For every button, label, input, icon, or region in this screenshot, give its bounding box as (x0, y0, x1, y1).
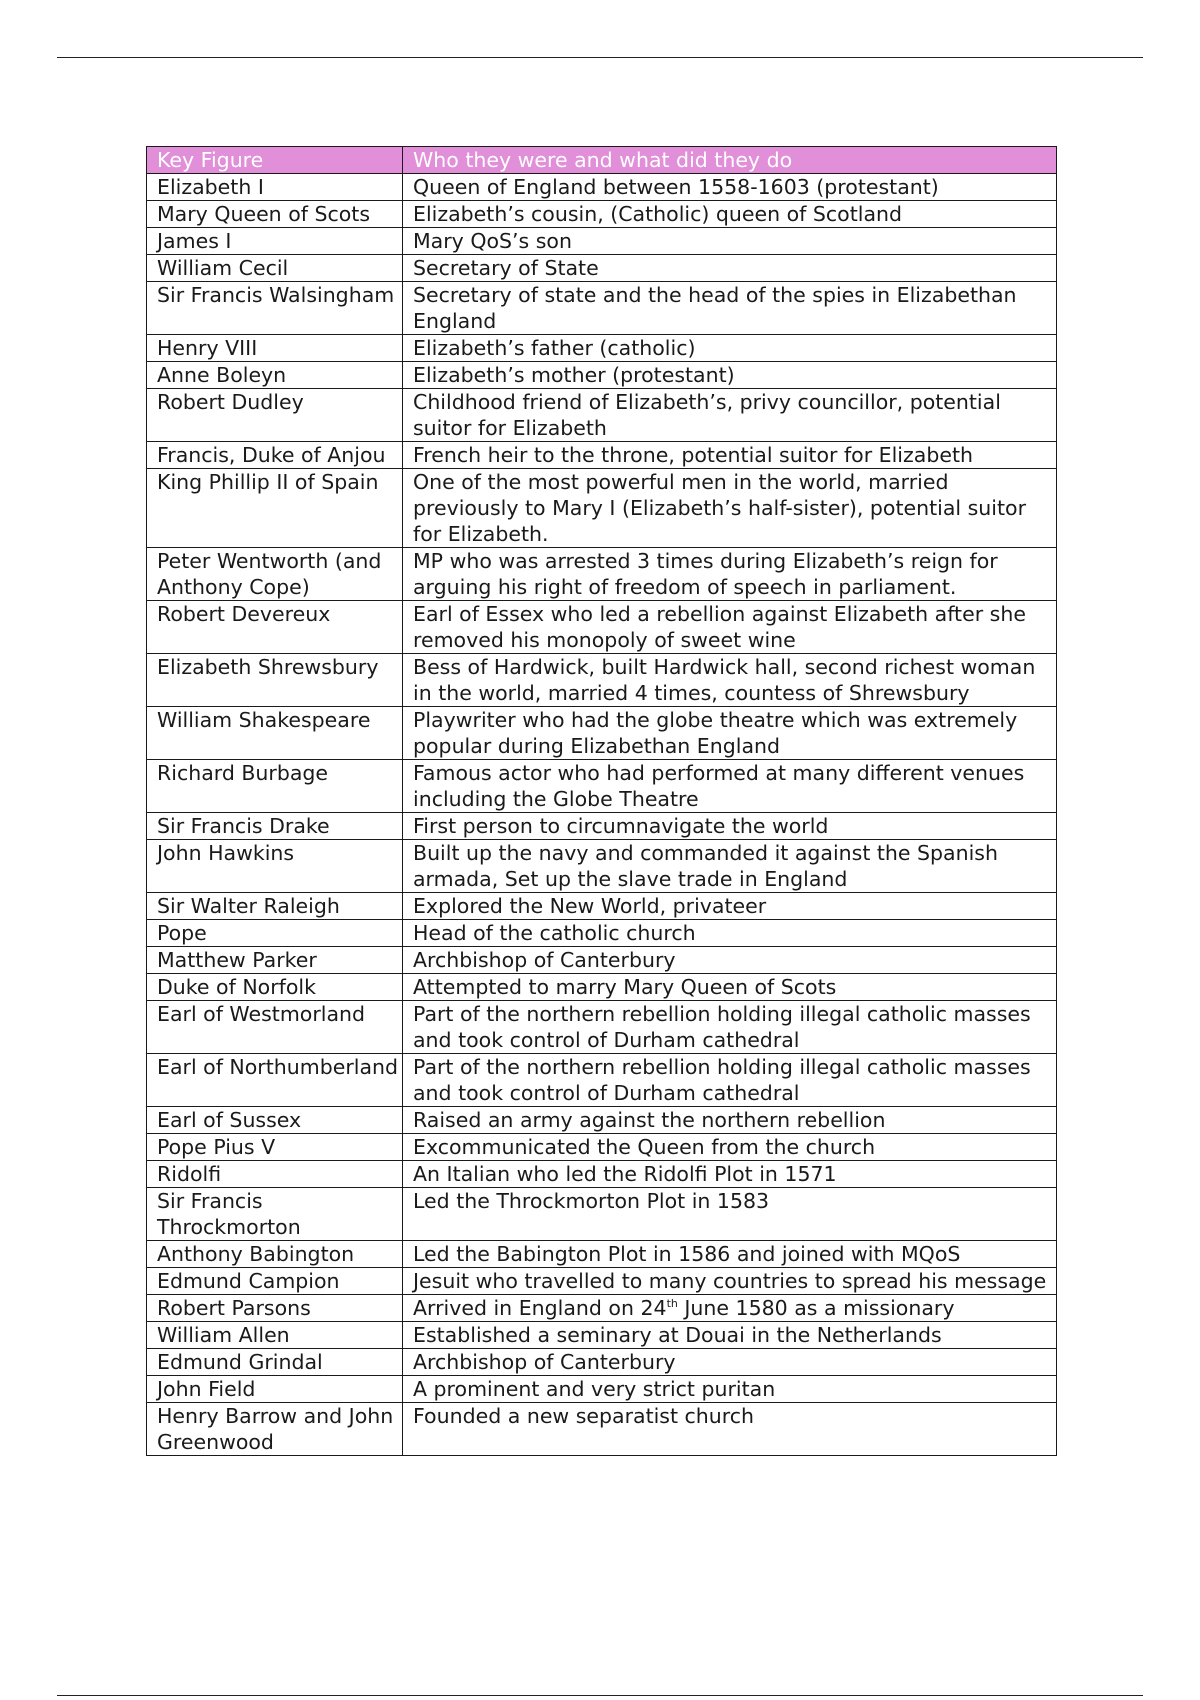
table-row (147, 1188, 1057, 1241)
figure-description: Queen of England between 1558-1603 (protestant) (403, 174, 1057, 201)
figure-description: Part of the northern rebellion holding illegal catholic masses and took control of Durham cathedral (403, 1001, 1057, 1054)
figure-description: Explored the New World, privateer (403, 893, 1057, 920)
figure-name: Mary Queen of Scots (147, 201, 403, 228)
figure-description: Established a seminary at Douai in the Netherlands (403, 1322, 1057, 1349)
figure-name: King Phillip II of Spain (147, 469, 403, 548)
table-row (147, 1134, 1057, 1161)
figure-name: Henry VIII (147, 335, 403, 362)
top-rule (57, 57, 1143, 58)
table-row (147, 282, 1057, 335)
table-row (147, 813, 1057, 840)
table-row (147, 947, 1057, 974)
bottom-rule (57, 1695, 1143, 1696)
figure-description: Elizabeth’s cousin, (Catholic) queen of Scotland (403, 201, 1057, 228)
figure-name: Ridolfi (147, 1161, 403, 1188)
figure-name: Robert Parsons (147, 1295, 403, 1322)
table-row (147, 974, 1057, 1001)
table-row (147, 1403, 1057, 1456)
figure-description: Secretary of state and the head of the spies in Elizabethan England (403, 282, 1057, 335)
figure-name: Peter Wentworth (and Anthony Cope) (147, 548, 403, 601)
figure-name: Sir Francis Walsingham (147, 282, 403, 335)
figure-description: Built up the navy and commanded it against the Spanish armada, Set up the slave trade in England (403, 840, 1057, 893)
figure-name: John Field (147, 1376, 403, 1403)
table-row (147, 335, 1057, 362)
figure-description: A prominent and very strict puritan (403, 1376, 1057, 1403)
figure-name: Earl of Westmorland (147, 1001, 403, 1054)
figure-description: Mary QoS’s son (403, 228, 1057, 255)
table-row (147, 201, 1057, 228)
figure-name: Richard Burbage (147, 760, 403, 813)
figure-description: First person to circumnavigate the world (403, 813, 1057, 840)
table-row (147, 1241, 1057, 1268)
table-row (147, 760, 1057, 813)
figure-description: Led the Throckmorton Plot in 1583 (403, 1188, 1057, 1241)
figure-description: Excommunicated the Queen from the church (403, 1134, 1057, 1161)
figure-description: MP who was arrested 3 times during Elizabeth’s reign for arguing his right of freedom of speech in parliament. (403, 548, 1057, 601)
table-header-row (147, 147, 1057, 174)
table-row (147, 255, 1057, 282)
figure-name: William Cecil (147, 255, 403, 282)
figure-name: James I (147, 228, 403, 255)
figure-description: Attempted to marry Mary Queen of Scots (403, 974, 1057, 1001)
figure-name: John Hawkins (147, 840, 403, 893)
figure-name: Edmund Campion (147, 1268, 403, 1295)
header-key-figure: Key Figure (147, 147, 403, 174)
figure-description: One of the most powerful men in the world, married previously to Mary I (Elizabeth’s half-sister), potential suitor for Elizabeth. (403, 469, 1057, 548)
table-row (147, 469, 1057, 548)
figure-description: Jesuit who travelled to many countries to spread his message (403, 1268, 1057, 1295)
figure-description: Raised an army against the northern rebellion (403, 1107, 1057, 1134)
table-row (147, 389, 1057, 442)
figure-description: Secretary of State (403, 255, 1057, 282)
figure-description: Archbishop of Canterbury (403, 947, 1057, 974)
figure-description (403, 1295, 1057, 1322)
figure-name: Sir Walter Raleigh (147, 893, 403, 920)
table-row (147, 442, 1057, 469)
description-text-start: Arrived in England on 24 (413, 1296, 667, 1320)
figure-name: Duke of Norfolk (147, 974, 403, 1001)
figure-description: Archbishop of Canterbury (403, 1349, 1057, 1376)
figure-name: Pope Pius V (147, 1134, 403, 1161)
figure-name: Elizabeth I (147, 174, 403, 201)
figure-name: Elizabeth Shrewsbury (147, 654, 403, 707)
figure-name: Edmund Grindal (147, 1349, 403, 1376)
table-row (147, 1322, 1057, 1349)
figure-description: Famous actor who had performed at many different venues including the Globe Theatre (403, 760, 1057, 813)
figure-name: Robert Devereux (147, 601, 403, 654)
table-row (147, 174, 1057, 201)
figure-description: Founded a new separatist church (403, 1403, 1057, 1456)
figure-name: Earl of Sussex (147, 1107, 403, 1134)
figure-name: William Shakespeare (147, 707, 403, 760)
table-row (147, 601, 1057, 654)
table-row (147, 1161, 1057, 1188)
header-description: Who they were and what did they do (403, 147, 1057, 174)
figure-name: Robert Dudley (147, 389, 403, 442)
figure-description: Led the Babington Plot in 1586 and joined with MQoS (403, 1241, 1057, 1268)
table-row (147, 1054, 1057, 1107)
figure-name: Anne Boleyn (147, 362, 403, 389)
table-row (147, 1268, 1057, 1295)
figure-description: Childhood friend of Elizabeth’s, privy councillor, potential suitor for Elizabeth (403, 389, 1057, 442)
figure-name: Matthew Parker (147, 947, 403, 974)
table-row (147, 1376, 1057, 1403)
table-row (147, 1107, 1057, 1134)
table-row (147, 1001, 1057, 1054)
figure-name: Sir Francis Throckmorton (147, 1188, 403, 1241)
figure-description: Elizabeth’s father (catholic) (403, 335, 1057, 362)
figure-name: Earl of Northumberland (147, 1054, 403, 1107)
table-row (147, 840, 1057, 893)
table-row (147, 362, 1057, 389)
table-row (147, 920, 1057, 947)
figure-description: Elizabeth’s mother (protestant) (403, 362, 1057, 389)
table-row (147, 228, 1057, 255)
key-figures-table (146, 146, 1057, 1456)
figure-name: Henry Barrow and John Greenwood (147, 1403, 403, 1456)
figure-description: French heir to the throne, potential suitor for Elizabeth (403, 442, 1057, 469)
figure-description: Bess of Hardwick, built Hardwick hall, second richest woman in the world, married 4 times, countess of Shrewsbury (403, 654, 1057, 707)
figure-description: Earl of Essex who led a rebellion against Elizabeth after she removed his monopoly of sweet wine (403, 601, 1057, 654)
figure-name: Anthony Babington (147, 1241, 403, 1268)
table-row (147, 548, 1057, 601)
table-row (147, 1295, 1057, 1322)
figure-description: Playwriter who had the globe theatre which was extremely popular during Elizabethan England (403, 707, 1057, 760)
table-row (147, 654, 1057, 707)
figure-name: Sir Francis Drake (147, 813, 403, 840)
figure-description: An Italian who led the Ridolfi Plot in 1571 (403, 1161, 1057, 1188)
figure-name: Pope (147, 920, 403, 947)
table-row (147, 1349, 1057, 1376)
description-text-end: June 1580 as a missionary (677, 1296, 955, 1320)
figure-description: Head of the catholic church (403, 920, 1057, 947)
figure-description: Part of the northern rebellion holding illegal catholic masses and took control of Durham cathedral (403, 1054, 1057, 1107)
figure-name: Francis, Duke of Anjou (147, 442, 403, 469)
ordinal-suffix: th (666, 1297, 678, 1311)
table-row (147, 893, 1057, 920)
table-row (147, 707, 1057, 760)
figure-name: William Allen (147, 1322, 403, 1349)
